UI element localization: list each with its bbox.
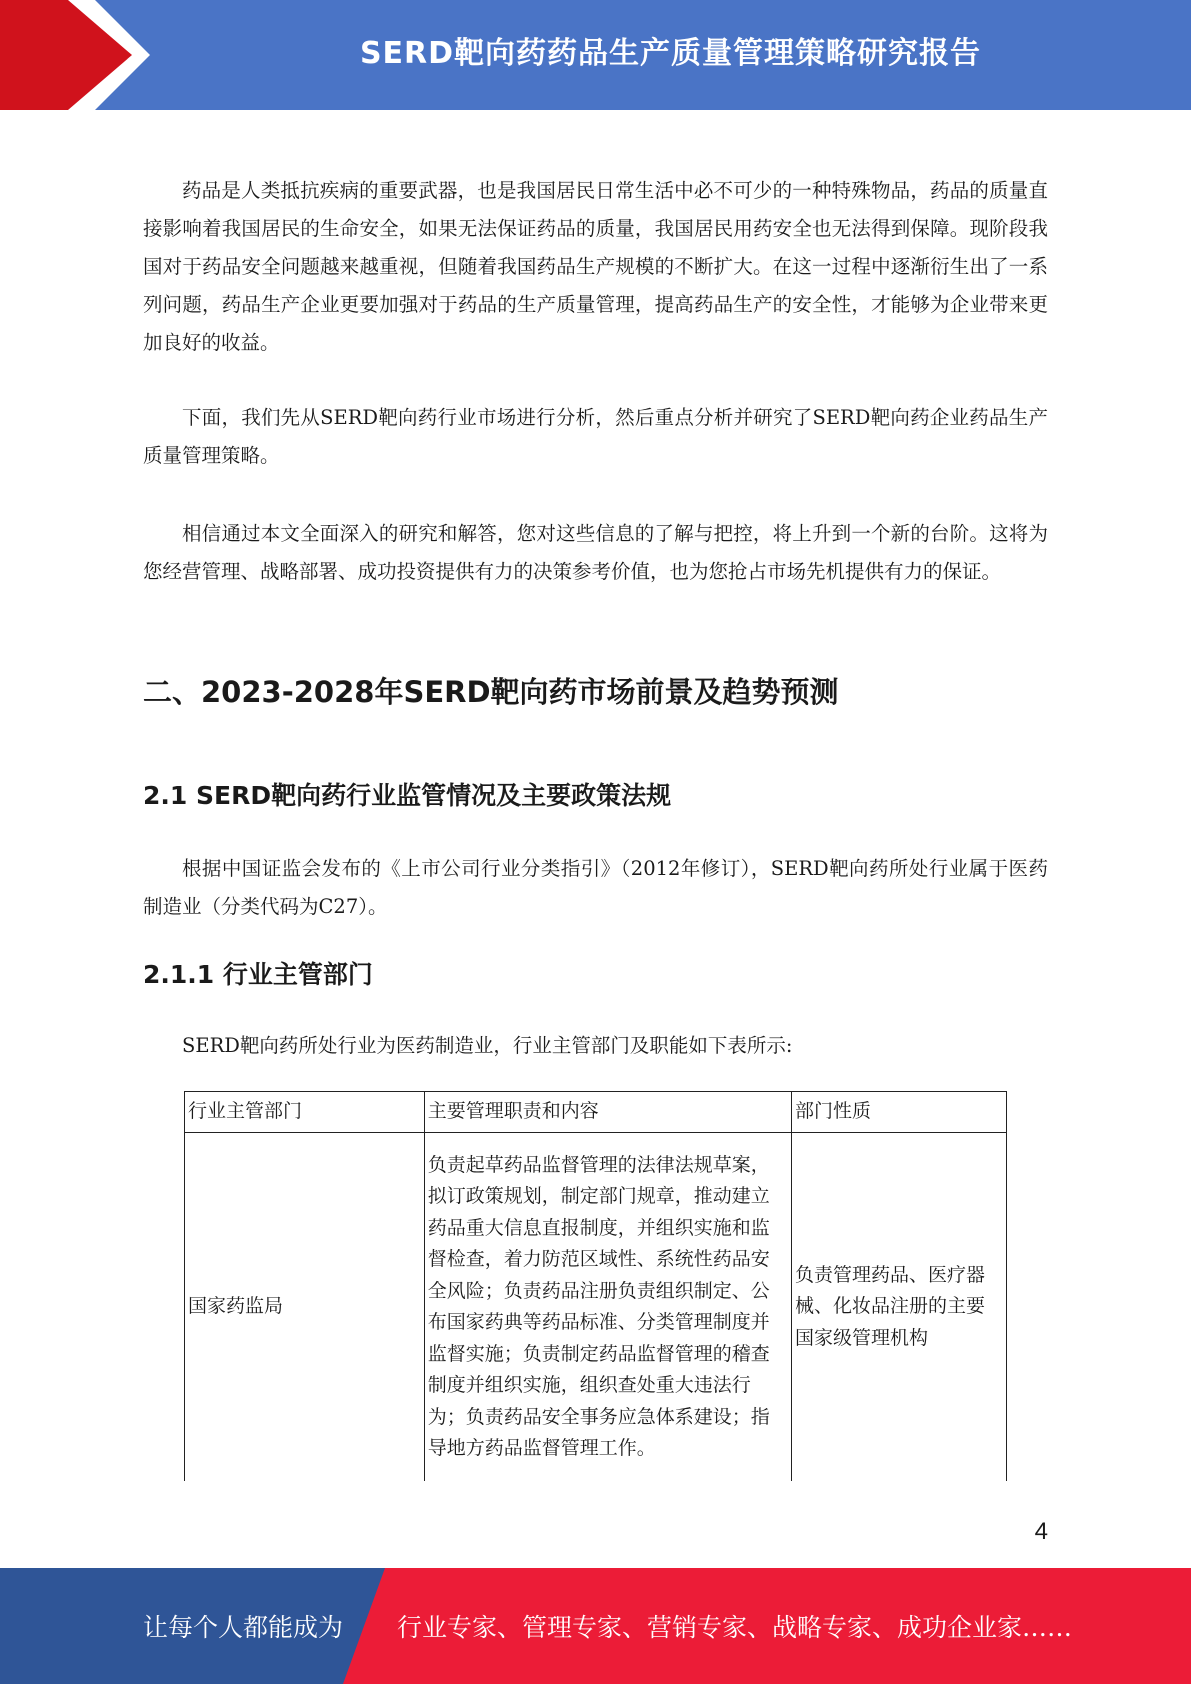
regulatory-table — [184, 1091, 1007, 1481]
page-header — [0, 0, 1191, 110]
table-intro-paragraph: SERD靶向药所处行业为医药制造业，行业主管部门及职能如下表所示: — [182, 1034, 793, 1057]
intro-paragraph-1: 药品是人类抵抗疾病的重要武器，也是我国居民日常生活中必不可少的一种特殊物品，药品的质量直接影响着我国居民的生命安全，如果无法保证药品的质量，我国居民用药安全也无法得到保障。现阶段我国对于药品安全问题越来越重视，但随着我国药品生产规模的不断扩大。在这一过程中逐渐衍生出了一系列问题，药品生产企业更要加强对于药品的生产质量管理，提高药品生产的安全性，才能够为企业带来更加良好的收益。 — [143, 179, 1048, 354]
intro-paragraph-3: 相信通过本文全面深入的研究和解答，您对这些信息的了解与把控，将上升到一个新的台阶。这将为您经营管理、战略部署、成功投资提供有力的决策参考价值，也为您抢占市场先机提供有力的保证。 — [143, 522, 1048, 583]
classification-paragraph: 根据中国证监会发布的《上市公司行业分类指引》（2012年修订），SERD靶向药所处行业属于医药制造业（分类代码为C27）。 — [143, 857, 1048, 918]
section-heading: 二、2023-2028年SERD靶向药市场前景及趋势预测 — [143, 675, 839, 709]
intro-paragraph-2: 下面，我们先从SERD靶向药行业市场进行分析，然后重点分析并研究了SERD靶向药企业药品生产质量管理策略。 — [143, 406, 1048, 467]
header-title: SERD靶向药药品生产质量管理策略研究报告 — [359, 36, 982, 71]
page-footer — [0, 1568, 1191, 1684]
footer-slogan-left: 让每个人都能成为 — [143, 1613, 344, 1642]
table-cell-duties: 负责起草药品监督管理的法律法规草案，拟订政策规划，制定部门规章，推动建立药品重大信息直报制度，并组织实施和监督检查，着力防范区域性、系统性药品安全风险；负责药品注册负责组织制定、公布国家药典等药品标准、分类管理制度并监督实施；负责制定药品监督管理的稽查制度并组织实施，组织查处重大违法行为；负责药品安全事务应急体系建设；指导地方药品监督管理工作。 — [424, 1133, 791, 1482]
table-header-row — [185, 1092, 1007, 1133]
footer-slogan-right: 行业专家、管理专家、营销专家、战略专家、成功企业家…… — [397, 1613, 1073, 1642]
subsection-heading: 2.1 SERD靶向药行业监管情况及主要政策法规 — [143, 781, 672, 810]
table-row — [185, 1133, 1007, 1482]
table-header-cell: 部门性质 — [791, 1092, 1006, 1133]
subsubsection-heading: 2.1.1 行业主管部门 — [143, 960, 373, 989]
table-cell-nature: 负责管理药品、医疗器械、化妆品注册的主要国家级管理机构 — [791, 1133, 1006, 1482]
table-header-cell: 主要管理职责和内容 — [424, 1092, 791, 1133]
page-number: 4 — [1034, 1518, 1048, 1545]
table-header-cell: 行业主管部门 — [185, 1092, 425, 1133]
table-cell-department: 国家药监局 — [185, 1133, 425, 1482]
header-arrow-decoration — [0, 0, 160, 110]
